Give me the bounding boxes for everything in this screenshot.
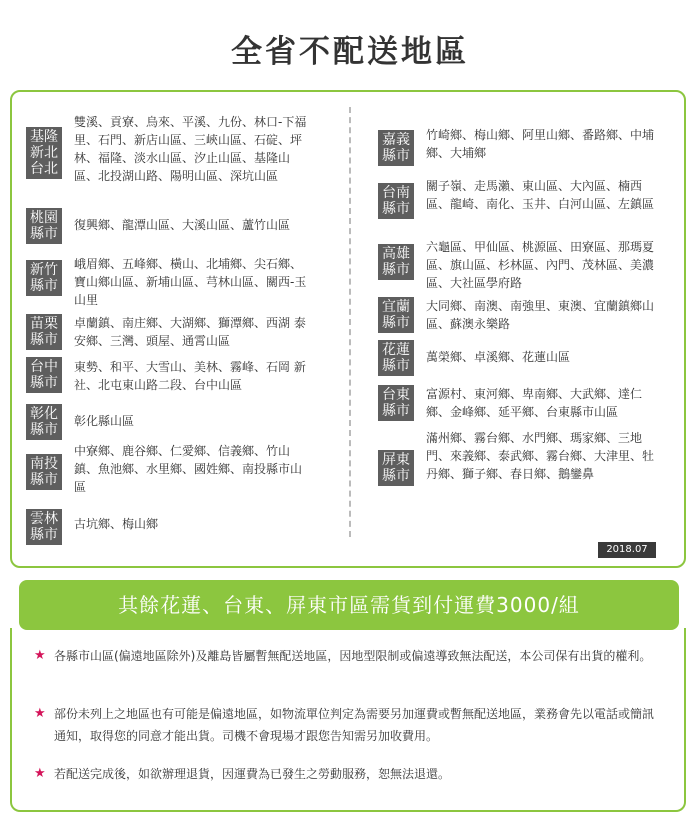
column-divider [349, 107, 351, 537]
region-areas: 復興鄉、龍潭山區、大溪山區、蘆竹山區 [74, 218, 291, 232]
region-taichung [26, 357, 309, 394]
region-label: 桃園 縣市 [26, 208, 62, 244]
star-icon: ★ [34, 766, 46, 781]
star-icon: ★ [34, 706, 46, 721]
region-yilan [378, 297, 661, 333]
region-areas: 古坑鄉、梅山鄉 [74, 517, 159, 531]
region-label: 苗栗 縣市 [26, 314, 62, 350]
region-areas: 彰化縣山區 [74, 414, 135, 428]
region-hualien [378, 340, 661, 376]
region-taoyuan [26, 208, 309, 244]
region-tainan [378, 179, 661, 219]
star-icon: ★ [34, 648, 46, 663]
region-pingtung [378, 431, 661, 486]
region-areas: 滿州鄉、霧台鄉、水門鄉、瑪家鄉、三地門、來義鄉、泰武鄉、霧台鄉、大津里、牡丹鄉、獅子鄉、春日鄉、鵝鑾鼻 [426, 431, 655, 481]
region-areas: 東勢、和平、大雪山、美林、霧峰、石岡 新社、北屯東山路二段、台中山區 [74, 360, 306, 392]
region-nantou [26, 444, 309, 496]
shipping-fee-banner: 其餘花蓮、台東、屏東市區需貨到付運費3000/組 [19, 580, 679, 630]
note-item [34, 645, 654, 667]
region-label: 基隆 新北 台北 [26, 127, 62, 179]
region-areas: 竹崎鄉、梅山鄉、阿里山鄉、番路鄉、中埔鄉、大埔鄉 [426, 128, 655, 160]
region-label: 高雄 縣市 [378, 244, 414, 280]
region-label: 台中 縣市 [26, 357, 62, 393]
region-areas: 六龜區、甲仙區、桃源區、田寮區、那瑪夏區、旗山區、杉林區、內門、茂林區、美濃區、大社區學府路 [426, 240, 655, 290]
date-badge: 2018.07 [598, 542, 656, 558]
region-taitung [378, 385, 661, 421]
region-label: 宜蘭 縣市 [378, 297, 414, 333]
region-areas: 大同鄉、南澳、南強里、東澳、宜蘭鎮鄉山區、蘇澳永樂路 [426, 299, 655, 331]
region-label: 彰化 縣市 [26, 404, 62, 440]
note-item [34, 703, 654, 747]
region-kaohsiung [378, 240, 661, 292]
region-label: 雲林 縣市 [26, 509, 62, 545]
region-areas: 中寮鄉、鹿谷鄉、仁愛鄉、信義鄉、竹山鎮、魚池鄉、水里鄉、國姓鄉、南投縣市山區 [74, 444, 303, 494]
region-label: 南投 縣市 [26, 454, 62, 490]
note-text: 部份未列上之地區也有可能是偏遠地區，如物流單位判定為需要另加運費或暫無配送地區，業務會先以電話或簡訊通知，取得您的同意才能出貨。司機不會現場才跟您告知需另加收費用。 [54, 707, 655, 743]
region-areas: 峨眉鄉、五峰鄉、橫山、北埔鄉、尖石鄉、寶山鄉山區、新埔山區、芎林山區、關西-玉山里 [74, 257, 307, 307]
region-areas: 萬榮鄉、卓溪鄉、花蓮山區 [426, 350, 571, 364]
region-areas: 關子嶺、走馬瀨、東山區、大內區、楠西區、龍崎、南化、玉井、白河山區、左鎮區 [426, 179, 655, 211]
region-areas: 雙溪、貢寮、烏來、平溪、九份、林口-下福里、石門、新店山區、三峽山區、石碇、坪林、福隆、淡水山區、汐止山區、基隆山區、北投湖山路、陽明山區、深坑山區 [74, 115, 307, 183]
region-label: 嘉義 縣市 [378, 130, 414, 166]
region-label: 屏東 縣市 [378, 450, 414, 486]
region-hsinchu [26, 257, 309, 309]
region-label: 花蓮 縣市 [378, 340, 414, 376]
note-text: 各縣市山區(偏遠地區除外)及離島皆屬暫無配送地區，因地型限制或偏遠導致無法配送，本公司保有出貨的權利。 [54, 649, 652, 663]
region-areas: 卓蘭鎮、南庄鄉、大湖鄉、獅潭鄉、西湖 泰安鄉、三灣、頭屋、通霄山區 [74, 316, 306, 348]
region-changhua [26, 404, 309, 440]
note-text: 若配送完成後，如欲辦理退貨，因運費為已發生之勞動服務，恕無法退還。 [54, 767, 451, 781]
region-label: 台南 縣市 [378, 183, 414, 219]
region-yunlin [26, 509, 309, 545]
region-areas: 富源村、東河鄉、卑南鄉、大武鄉、達仁鄉、金峰鄉、延平鄉、台東縣市山區 [426, 387, 643, 419]
page-title: 全省不配送地區 [231, 34, 469, 70]
region-chiayi [378, 130, 661, 166]
region-label: 新竹 縣市 [26, 260, 62, 296]
region-label: 台東 縣市 [378, 385, 414, 421]
region-keelung-newtaipei-taipei [26, 115, 309, 185]
note-item [34, 763, 654, 785]
region-miaoli [26, 314, 309, 350]
